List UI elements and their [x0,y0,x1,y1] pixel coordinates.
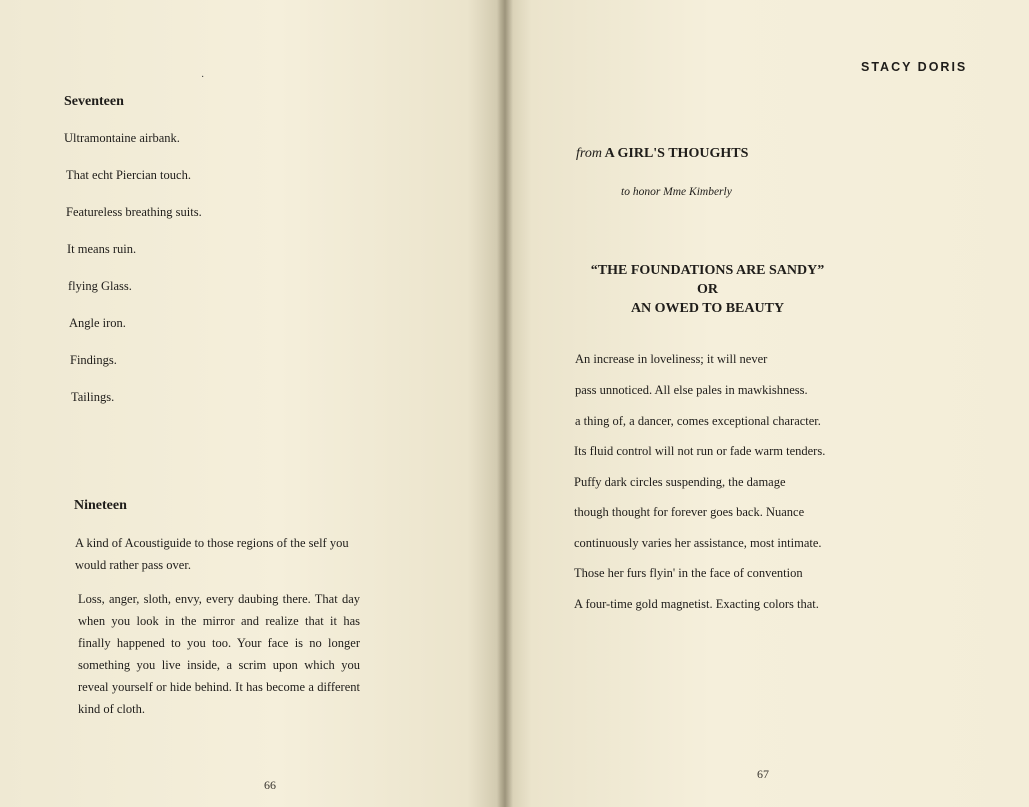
poem-line: A four-time gold magnetist. Exacting colors that. [574,597,819,611]
poem-title-line: “THE FOUNDATIONS ARE SANDY” [590,263,825,278]
poem-line: a thing of, a dancer, comes exceptional character. [575,414,821,428]
poem-line: Tailings. [71,390,115,404]
poem-line: It means ruin. [67,242,137,256]
book-gutter [497,0,513,807]
book-title-text: A GIRL'S THOUGHTS [604,146,749,161]
prose-paragraph: Loss, anger, sloth, envy, every daubing there. That day when you look in the mirror and realize that it has finally happened to you too. Your face is no longer something you live inside, a scrim upon which you reveal yourself or hide behind. It has become a different kind of cloth. [78,592,360,716]
prose-paragraph: A kind of Acoustiguide to those regions of the self you would rather pass over. [75,536,349,572]
page-number: 67 [757,767,769,781]
poem-line: That echt Piercian touch. [66,168,191,182]
section-heading-seventeen: Seventeen [64,94,124,109]
running-head: STACY DORIS [861,60,968,74]
poem-line: pass unnoticed. All else pales in mawkishness. [575,383,808,397]
poem-line: Findings. [70,353,117,367]
poem-title-line: OR [697,282,718,297]
right-page [500,0,1029,807]
dedication: to honor Mme Kimberly [621,186,732,198]
poem-title-line: AN OWED TO BEAUTY [630,301,785,316]
poem-line: Puffy dark circles suspending, the damage [574,475,786,489]
section-heading-nineteen: Nineteen [74,498,127,513]
poem-line: Featureless breathing suits. [66,205,202,219]
poem-line: An increase in loveliness; it will never [575,352,768,366]
poem-title [570,261,845,318]
page-number: 66 [264,778,276,792]
poem-line: Ultramontaine airbank. [64,131,180,145]
poem-line: Its fluid control will not run or fade warm tenders. [574,444,826,458]
poem-line: flying Glass. [68,279,132,293]
poem-line: Angle iron. [69,316,126,330]
book-title [576,146,748,162]
poem-line: continuously varies her assistance, most intimate. [574,536,822,550]
poem-line: Those her furs flyin' in the face of convention [574,566,803,580]
poem-line: though thought for forever goes back. Nuance [574,505,805,519]
speck-mark: · [201,72,205,83]
from-prefix: from [576,146,602,161]
left-page [0,0,508,807]
